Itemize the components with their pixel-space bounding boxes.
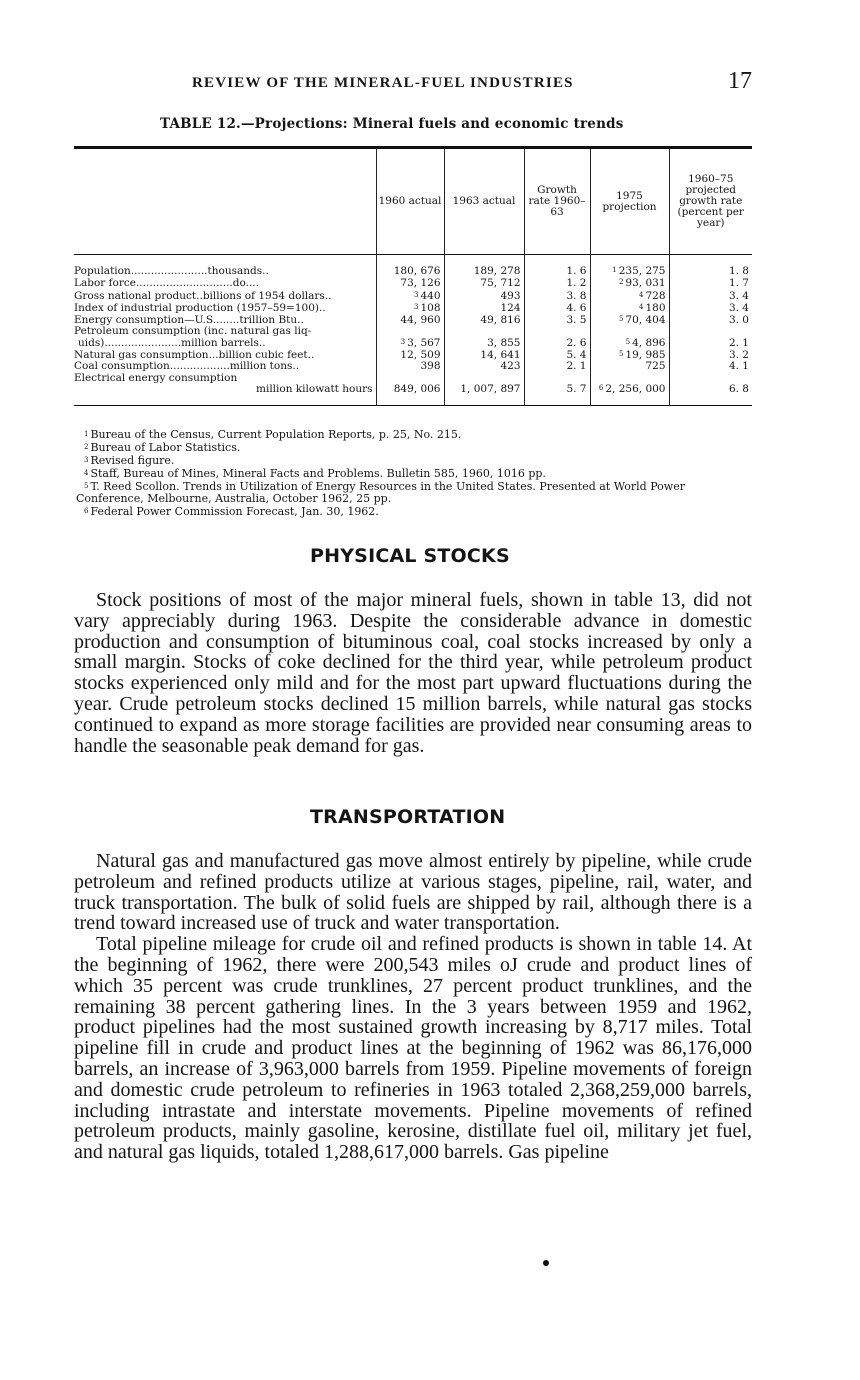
table-row [74,373,752,406]
cell-rate: 6. 8 [669,373,752,406]
row-label: Index of industrial production (1957–59=100).. [74,301,326,314]
cell-projection: $^5$ 4, 896 [590,326,669,349]
cell-1963: 189, 278 [444,255,524,278]
stub-header [74,149,376,255]
cell-projection: 725 [590,361,669,372]
cell-growth: 1. 2 [524,277,590,289]
cell-1963: 3, 855 [444,326,524,349]
cell-1963: 423 [444,361,524,372]
row-label: Gross national product..billions of 1954 dollars.. [74,289,332,302]
page-number: 17 [728,68,752,94]
cell-rate: 1. 8 [669,255,752,278]
cell-1960: 73, 126 [376,277,444,289]
paragraph: Stock positions of most of the major mineral fuels, shown in table 13, did not vary appreciably during 1963. Despite the considerable advance in domestic production and consumption of bituminous coal, coal stocks increased by only a small margin. Stocks of coke declined for the third year, while petroleum product stocks experienced only mild and for the most part upward fluctuations during the year. Crude petroleum stocks declined 15 million barrels, while natural gas stocks continued to expand as more storage facilities are provided near consuming areas to handle the seasonable peak demand for gas. [74,589,752,757]
cell-rate: 1. 7 [669,277,752,289]
table-row [74,290,752,302]
cell-rate: 3. 2 [669,349,752,361]
cell-rate: 3. 0 [669,314,752,326]
cell-rate: 3. 4 [669,290,752,302]
table-footnotes [76,428,754,518]
footnote: $^3$ Revised figure. [84,454,175,467]
row-label: Coal consumption..................million tons.. [74,360,300,373]
cell-projection: $^2$ 93, 031 [590,277,669,289]
row-label: Population.......................thousands.. [74,265,269,277]
row-label: Energy consumption—U.S........trillion Btu.. [74,314,304,327]
cell-1960: 12, 509 [376,349,444,361]
data-table [74,149,752,405]
paragraph: Natural gas and manufactured gas move almost entirely by pipeline, while crude petroleum and refined products utilize at various stages, pipeline, rail, water, and truck transportation. The bulk of solid fuels are shipped by rail, although there is a trend toward increased use of truck and water transportation. [74,850,752,935]
footnote: $^6$ Federal Power Commission Forecast, Jan. 30, 1962. [84,505,379,518]
cell-growth: 1. 6 [524,255,590,278]
table-header-row [74,149,752,255]
paragraph: Total pipeline mileage for crude oil and refined products is shown in table 14. At the beginning of 1962, there were 200,543 miles oJ crude and product lines of which 35 percent was crude trunklines, 27 percent product trunklines, and the remaining 38 percent gathering lines. In the 3 years between 1959 and 1962, product pipelines had the most sustained growth increasing by 8,717 miles. Total pipeline fill in crude and product lines at the beginning of 1962 was 86,176,000 barrels, an increase of 3,963,000 barrels from 1959. Pipeline movements of foreign and domestic crude petroleum to refineries in 1963 totaled 2,368,259,000 barrels, including intrastate and interstate movements. Pipeline movements of refined petroleum products, mainly gasoline, kerosine, distillate fuel oil, military jet fuel, and natural gas liquids, totaled 1,288,617,000 barrels. Gas pipeline [74,933,752,1164]
cell-growth: 4. 6 [524,302,590,314]
cell-1960: $^3$ 3, 567 [376,326,444,349]
table-row [74,302,752,314]
row-label: Natural gas consumption...billion cubic feet.. [74,349,315,362]
section-heading-physical-stocks: PHYSICAL STOCKS [310,545,510,567]
cell-growth: 2. 1 [524,361,590,372]
cell-projection: $^5$ 19, 985 [590,349,669,361]
cell-rate: 4. 1 [669,361,752,372]
cell-1963: 14, 641 [444,349,524,361]
running-header [0,70,860,98]
cell-projection: $^4$ 728 [590,290,669,302]
cell-1960: 44, 960 [376,314,444,326]
table-row [74,326,752,349]
physical-stocks-body [74,590,752,756]
column-header: 1960–75 projected growth rate (percent per year) [669,149,752,255]
projections-table [74,146,752,406]
cell-projection: $^6$ 2, 256, 000 [590,373,669,406]
cell-growth: 3. 5 [524,314,590,326]
table-row [74,277,752,289]
section-heading-transportation: TRANSPORTATION [310,806,506,828]
cell-projection: $^5$ 70, 404 [590,314,669,326]
cell-1960: $^3$ 440 [376,290,444,302]
footnote: $^5$ T. Reed Scollon. Trends in Utilization of Energy Resources in the United States. Presented at World Power Conference, Melbourne, Australia, October 1962, 25 pp. [76,480,685,505]
row-label: Electrical energy consumption million kilowatt hours [74,371,373,395]
cell-growth: 5. 4 [524,349,590,361]
cell-1963: 493 [444,290,524,302]
table-caption: TABLE 12.—Projections: Mineral fuels and economic trends [160,116,624,132]
cell-1960: 849, 006 [376,373,444,406]
column-header: 1963 actual [444,149,524,255]
column-header: 1960 actual [376,149,444,255]
footnote: $^1$ Bureau of the Census, Current Population Reports, p. 25, No. 215. [84,428,462,441]
cell-growth: 3. 8 [524,290,590,302]
column-header: 1975 projection [590,149,669,255]
running-title: REVIEW OF THE MINERAL-FUEL INDUSTRIES [192,75,574,91]
table-bottom-rule [74,405,752,406]
table-row [74,255,752,278]
transportation-body [74,851,752,1163]
cell-projection: $^1$ 235, 275 [590,255,669,278]
column-header: Growth rate 1960–63 [524,149,590,255]
cell-rate: 3. 4 [669,302,752,314]
footnote: $^4$ Staff, Bureau of Mines, Mineral Facts and Problems. Bulletin 585, 1960, 1016 pp. [84,467,546,480]
cell-1963: 49, 816 [444,314,524,326]
cell-1960: 180, 676 [376,255,444,278]
cell-growth: 5. 7 [524,373,590,406]
cell-1963: 1, 007, 897 [444,373,524,406]
cell-1963: 75, 712 [444,277,524,289]
cell-projection: $^4$ 180 [590,302,669,314]
cell-growth: 2. 6 [524,326,590,349]
row-label: Petroleum consumption (inc. natural gas liq- uids).......................million barrels.. [74,325,312,349]
cell-1960: 398 [376,361,444,372]
row-label: Labor force.............................do.... [74,277,259,290]
cell-1960: $^3$ 108 [376,302,444,314]
cell-rate: 2. 1 [669,326,752,349]
print-speck [543,1260,549,1266]
footnote: $^2$ Bureau of Labor Statistics. [84,441,241,454]
cell-1963: 124 [444,302,524,314]
